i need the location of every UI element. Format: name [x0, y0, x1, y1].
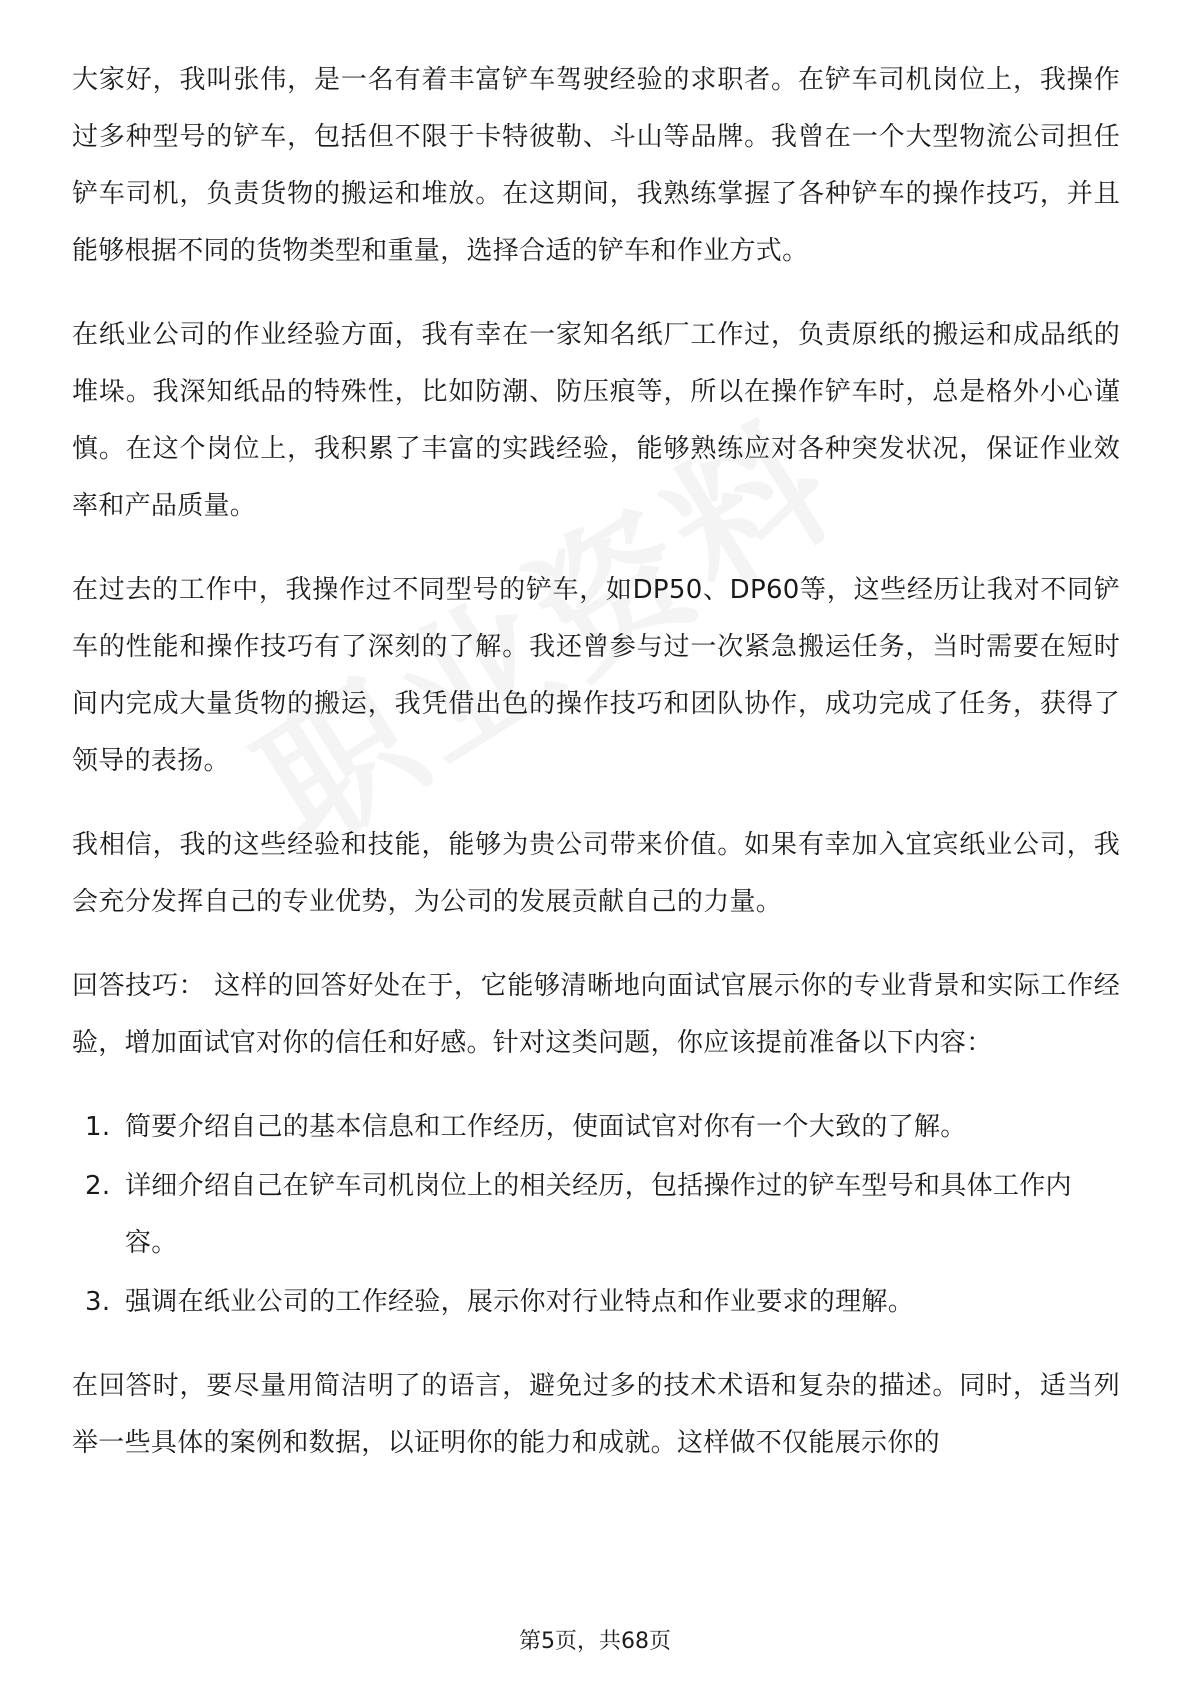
document-body	[72, 52, 1120, 1499]
list-item-number: 1.	[85, 1112, 111, 1142]
page-footer	[0, 1624, 1190, 1655]
paragraph-paper-experience: 在纸业公司的作业经验方面，我有幸在一家知名纸厂工作过，负责原纸的搬运和成品纸的堆垛。我深知纸品的特殊性，比如防潮、防压痕等，所以在操作铲车时，总是格外小心谨慎。在这个岗位上，我积累了丰富的实践经验，能够熟练应对各种突发状况，保证作业效率和产品质量。	[72, 320, 1120, 521]
paragraph-answer-advice: 在回答时，要尽量用简洁明了的语言，避免过多的技术术语和复杂的描述。同时，适当列举一些具体的案例和数据，以证明你的能力和成就。这样做不仅能展示你的	[72, 1371, 1120, 1458]
list-item	[72, 1158, 1120, 1272]
paragraph-past-work: 在过去的工作中，我操作过不同型号的铲车，如DP50、DP60等，这些经历让我对不同铲车的性能和操作技巧有了深刻的了解。我还曾参与过一次紧急搬运任务，当时需要在短时间内完成大量货物的搬运，我凭借出色的操作技巧和团队协作，成功完成了任务，获得了领导的表扬。	[72, 575, 1120, 776]
tips-list	[72, 1099, 1120, 1331]
list-item-number: 3.	[85, 1287, 111, 1317]
paragraph-answer-tips: 回答技巧： 这样的回答好处在于，它能够清晰地向面试官展示你的专业背景和实际工作经验，增加面试官对你的信任和好感。针对这类问题，你应该提前准备以下内容：	[72, 971, 1120, 1058]
list-item	[72, 1274, 1120, 1331]
list-item-number: 2.	[85, 1171, 111, 1201]
page-number-label: 第5页，共68页	[519, 1629, 671, 1654]
list-item-text: 简要介绍自己的基本信息和工作经历，使面试官对你有一个大致的了解。	[125, 1112, 967, 1142]
list-item	[72, 1099, 1120, 1156]
list-item-text: 详细介绍自己在铲车司机岗位上的相关经历，包括操作过的铲车型号和具体工作内容。	[125, 1171, 1072, 1258]
paragraph-value: 我相信，我的这些经验和技能，能够为贵公司带来价值。如果有幸加入宜宾纸业公司，我会充分发挥自己的专业优势，为公司的发展贡献自己的力量。	[72, 830, 1120, 917]
paragraph-intro: 大家好，我叫张伟，是一名有着丰富铲车驾驶经验的求职者。在铲车司机岗位上，我操作过多种型号的铲车，包括但不限于卡特彼勒、斗山等品牌。我曾在一个大型物流公司担任铲车司机，负责货物的搬运和堆放。在这期间，我熟练掌握了各种铲车的操作技巧，并且能够根据不同的货物类型和重量，选择合适的铲车和作业方式。	[72, 65, 1120, 266]
list-item-text: 强调在纸业公司的工作经验，展示你对行业特点和作业要求的理解。	[125, 1287, 915, 1317]
